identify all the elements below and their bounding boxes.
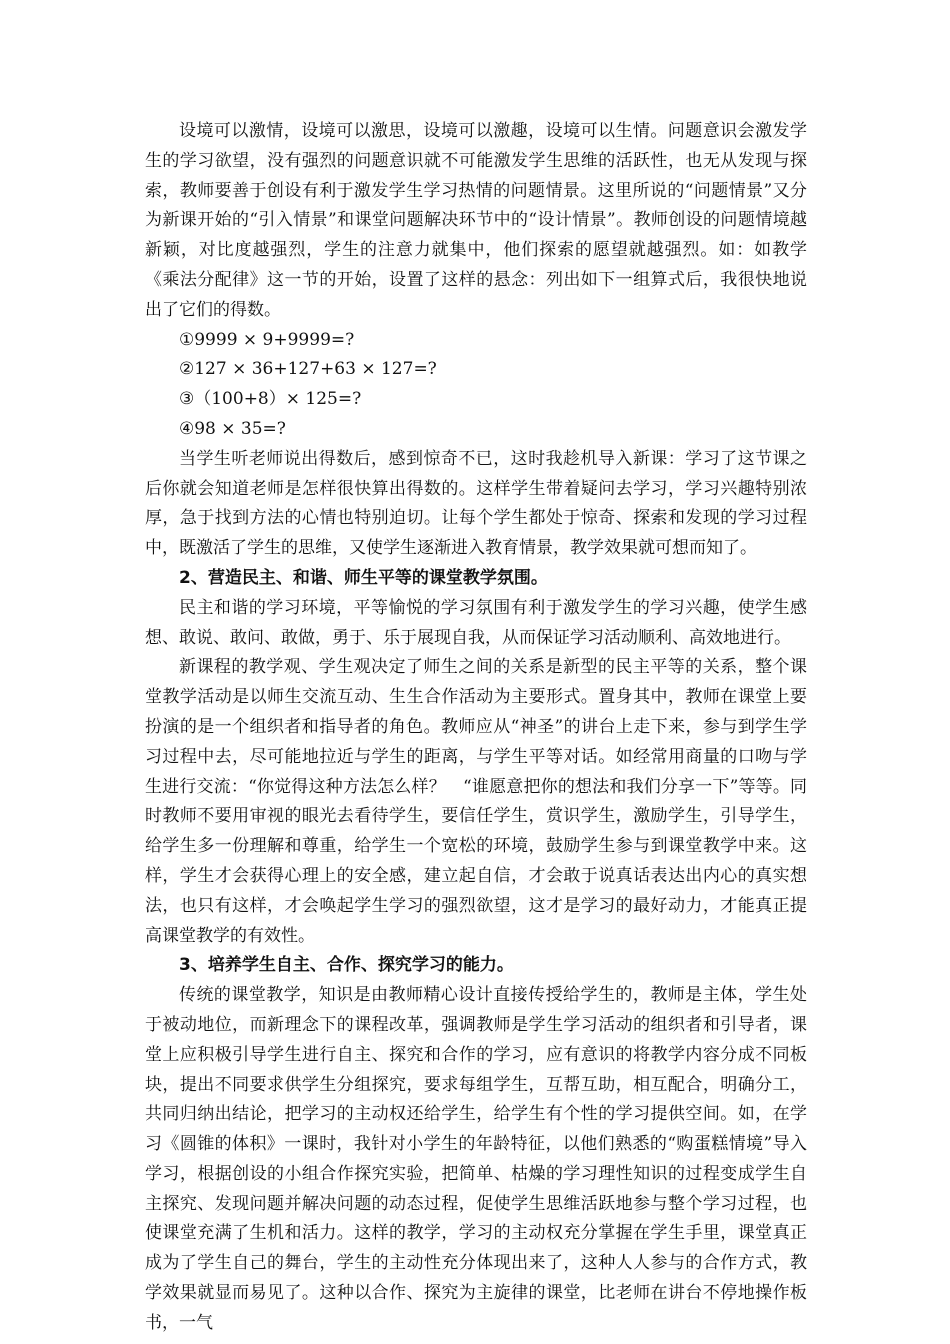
paragraph-new-curriculum: 新课程的教学观、学生观决定了师生之间的关系是新型的民主平等的关系，整个课堂教学活动是以师生交流互动、生生合作活动为主要形式。置身其中，教师在课堂上要扮演的是一个组织者和指导者的角色。教师应从“神圣”的讲台上走下来，参与到学生学习过程中去，尽可能地拉近与学生的距离，与学生平等对话。如经常用商量的口吻与学生进行交流：“你觉得这种方法怎么样？ “谁愿意把你的想法和我们分享一下”等等。同时教师不要用审视的眼光去看待学生，要信任学生，赏识学生，激励学生，引导学生，给学生多一份理解和尊重，给学生一个宽松的环境，鼓励学生参与到课堂教学中来。这样，学生才会获得心理上的安全感，建立起自信，才会敢于说真话表达出内心的真实想法，也只有这样，才会唤起学生学习的强烈欲望，这才是学习的最好动力，才能真正提高课堂教学的有效性。 xyxy=(145,657,807,946)
document-page xyxy=(145,117,807,1339)
formula-4: ④98 × 35=? xyxy=(179,418,286,439)
paragraph-after-formulas: 当学生听老师说出得数后，感到惊奇不已，这时我趁机导入新课：学习了这节课之后你就会知道老师是怎样很快算出得数的。这样学生带着疑问去学习，学习兴趣特别浓厚，急于找到方法的心情也特别迫切。让每个学生都处于惊奇、探索和发现的学习过程中，既激活了学生的思维，又使学生逐渐进入教育情景，教学效果就可想而知了。 xyxy=(145,448,807,559)
section-heading-3: 3、培养学生自主、合作、探究学习的能力。 xyxy=(179,955,514,976)
formula-2: ②127 × 36+127+63 × 127=? xyxy=(179,359,437,380)
paragraph-intro: 设境可以激情，设境可以激思，设境可以激趣，设境可以生情。问题意识会激发学生的学习欲望，没有强烈的问题意识就不可能激发学生思维的活跃性，也无从发现与探索，教师要善于创设有利于激发学生学习热情的问题情景。这里所说的“问题情景”又分为新课开始的“引入情景”和课堂问题解决环节中的“设计情景”。教师创设的问题情境越新颖，对比度越强烈，学生的注意力就集中，他们探索的愿望就越强烈。如：如教学《乘法分配律》这一节的开始，设置了这样的悬念：列出如下一组算式后，我很快地说出了它们的得数。 xyxy=(145,121,807,320)
paragraph-traditional-teaching: 传统的课堂教学，知识是由教师精心设计直接传授给学生的，教师是主体，学生处于被动地位，而新理念下的课程改革，强调教师是学生学习活动的组织者和引导者，课堂上应积极引导学生进行自主、探究和合作的学习，应有意识的将教学内容分成不同板块，提出不同要求供学生分组探究，要求每组学生，互帮互助，相互配合，明确分工，共同归纳出结论，把学习的主动权还给学生，给学生有个性的学习提供空间。如，在学习《圆锥的体积》一课时，我针对小学生的年龄特征，以他们熟悉的“购蛋糕情境”导入学习，根据创设的小组合作探究实验，把简单、枯燥的学习理性知识的过程变成学生自主探究、发现问题并解决问题的动态过程，促使学生思维活跃地参与整个学习过程，也使课堂充满了生机和活力。这样的教学，学习的主动权充分掌握在学生手里，课堂真正成为了学生自己的舞台，学生的主动性充分体现出来了，这种人人参与的合作方式，教学效果就显而易见了。这种以合作、探究为主旋律的课堂，比老师在讲台不停地操作板书，一气 xyxy=(145,985,807,1333)
formula-1: ①9999 × 9+9999=? xyxy=(179,329,355,350)
section-heading-2: 2、营造民主、和谐、师生平等的课堂教学氛围。 xyxy=(179,567,548,588)
paragraph-democratic-environment: 民主和谐的学习环境，平等愉悦的学习氛围有利于激发学生的学习兴趣，使学生感想、敢说、敢问、敢做，勇于、乐于展现自我，从而保证学习活动顺利、高效地进行。 xyxy=(145,597,807,648)
formula-3: ③（100+8）× 125=? xyxy=(179,389,362,410)
